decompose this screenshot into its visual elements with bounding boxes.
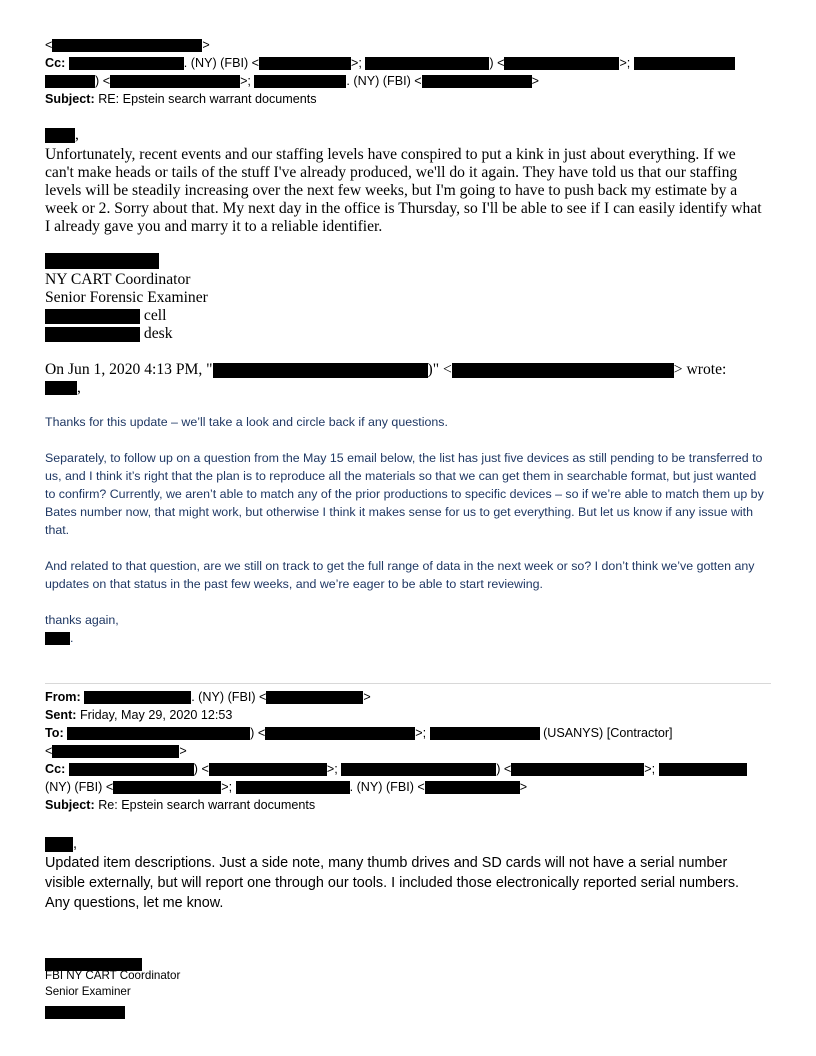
redaction-bar <box>209 763 327 776</box>
sent-label: Sent: <box>45 708 77 722</box>
redaction-bar <box>52 745 179 758</box>
redaction-bar <box>45 327 140 342</box>
reply-body: Unfortunately, recent events and our staffing levels have conspired to put a kink in just about everything. If we can't make heads or tails of the stuff I've already produced, we'll do it again. They have told us that our staffing levels will be steadily increasing over the next few weeks, but I'm going to have to push back my estimate by a week or 2. Sorry about that. My next day in the office is Thursday, so I'll be able to see if I can easily identify what I already gave you and marry it to a reliable identifier. <box>45 146 762 235</box>
redaction-bar <box>659 763 747 776</box>
subject-text: Re: Epstein search warrant documents <box>98 798 316 812</box>
redaction-bar <box>69 763 194 776</box>
salutation: , <box>45 126 79 144</box>
quoted-paragraph-3: And related to that question, are we still on track to get the full range of data in the next week or so? I don’t think we’ve gotten any updates on that status in the past few weeks, and we’re eager to be able to start reviewing. <box>45 559 755 591</box>
redaction-bar <box>259 57 351 70</box>
second-sent-line <box>45 706 232 724</box>
cc-text: >; <box>351 56 362 70</box>
second-from-line: From: . (NY) (FBI) < > <box>45 690 371 704</box>
second-to-line: To: ) < >; (USANYS) [Contractor] <box>45 726 673 740</box>
quoted-paragraph-1: Thanks for this update – we’ll take a look and circle back if any questions. <box>45 415 448 429</box>
quoted-closing: thanks again, <box>45 613 119 627</box>
second-signature-title-1: FBI NY CART Coordinator <box>45 969 181 982</box>
redaction-bar <box>236 781 350 794</box>
second-cc-line-2: (NY) (FBI) < >; . (NY) (FBI) < > <box>45 780 528 794</box>
cc-text: . (NY) (FBI) < <box>183 56 260 70</box>
second-cc-line-1: Cc: ) < >; ) < >; <box>45 760 747 778</box>
second-salutation: , <box>45 834 77 854</box>
redaction-bar <box>265 727 415 740</box>
header-cc-line-2 <box>45 72 539 90</box>
redaction-bar <box>45 632 70 645</box>
redaction-bar <box>84 691 191 704</box>
quote-intro: On Jun 1, 2020 4:13 PM, " )" < > wrote: <box>45 361 727 378</box>
redaction-bar <box>113 781 221 794</box>
redaction-bar <box>45 128 75 143</box>
redaction-bar <box>45 837 73 852</box>
second-signature-phone-redaction <box>45 1003 125 1021</box>
header-to-line <box>45 36 210 54</box>
redaction-bar <box>45 309 140 324</box>
redaction-bar <box>365 57 489 70</box>
signature-title-2: Senior Forensic Examiner <box>45 289 208 306</box>
second-to-line-2: < > <box>45 744 187 758</box>
redaction-bar <box>45 381 77 395</box>
cc-text: > <box>531 74 539 88</box>
signature-cell: cell <box>45 307 166 325</box>
redaction-bar <box>67 727 250 740</box>
header-cc-line-1 <box>45 54 735 72</box>
redaction-bar <box>634 57 735 70</box>
redaction-bar <box>45 1006 125 1019</box>
signature-desk: desk <box>45 325 173 343</box>
subject-label: Subject: <box>45 92 95 106</box>
cc-label: Cc: <box>45 762 66 776</box>
cc-label: Cc: <box>45 56 66 70</box>
redaction-bar <box>254 75 346 88</box>
quoted-paragraph-2: Separately, to follow up on a question from the May 15 email below, the list has just five devices as still pending to be transferred to us, and I think it’s right that the plan is to reproduce all the materials so that we can get them in searchable format, but just wanted to confirm? Currently, we aren’t able to match any of the prior productions to specific devices – so if we’re able to match them up by Bates number now, that might work, but otherwise I think it makes sense for us to get everything. But let us know if any issue with that. <box>45 451 764 537</box>
signature-name-redaction <box>45 252 159 270</box>
second-subject-line <box>45 796 315 814</box>
redaction-bar <box>69 57 184 70</box>
from-label: From: <box>45 690 81 704</box>
quoted-signature: . <box>45 629 73 647</box>
header-subject-line <box>45 90 317 108</box>
sent-date: Friday, May 29, 2020 12:53 <box>79 708 233 722</box>
redaction-bar <box>110 75 240 88</box>
redaction-bar <box>213 363 428 378</box>
redaction-bar <box>504 57 619 70</box>
bracket-open: < <box>45 38 53 52</box>
subject-text: RE: Epstein search warrant documents <box>98 92 317 106</box>
signature-title-1: NY CART Coordinator <box>45 271 191 288</box>
redaction-bar <box>45 75 95 88</box>
redaction-bar <box>511 763 644 776</box>
redaction-bar <box>45 253 159 269</box>
redaction-bar <box>430 727 540 740</box>
redaction-bar <box>266 691 363 704</box>
cc-text: >; <box>619 56 631 70</box>
cc-text: ) < <box>95 74 111 88</box>
separator-line <box>45 683 771 684</box>
bracket-close: > <box>202 38 210 52</box>
second-body-text: Updated item descriptions. Just a side note, many thumb drives and SD cards will not have a serial number visible externally, but will report one through our tools. I included those electronically reported serial numbers. Any questions, let me know. <box>45 855 740 911</box>
cc-text: >; <box>240 74 251 88</box>
redaction-bar <box>452 363 674 378</box>
second-signature-title-2: Senior Examiner <box>45 985 131 998</box>
redaction-bar <box>341 763 496 776</box>
quote-salutation: , <box>45 379 81 397</box>
subject-label: Subject: <box>45 798 95 812</box>
redaction-bar <box>425 781 520 794</box>
cc-text: ) < <box>489 56 505 70</box>
cc-text: . (NY) (FBI) < <box>346 74 422 88</box>
redaction-bar <box>52 39 202 52</box>
to-label: To: <box>45 726 64 740</box>
redaction-bar <box>422 75 532 88</box>
